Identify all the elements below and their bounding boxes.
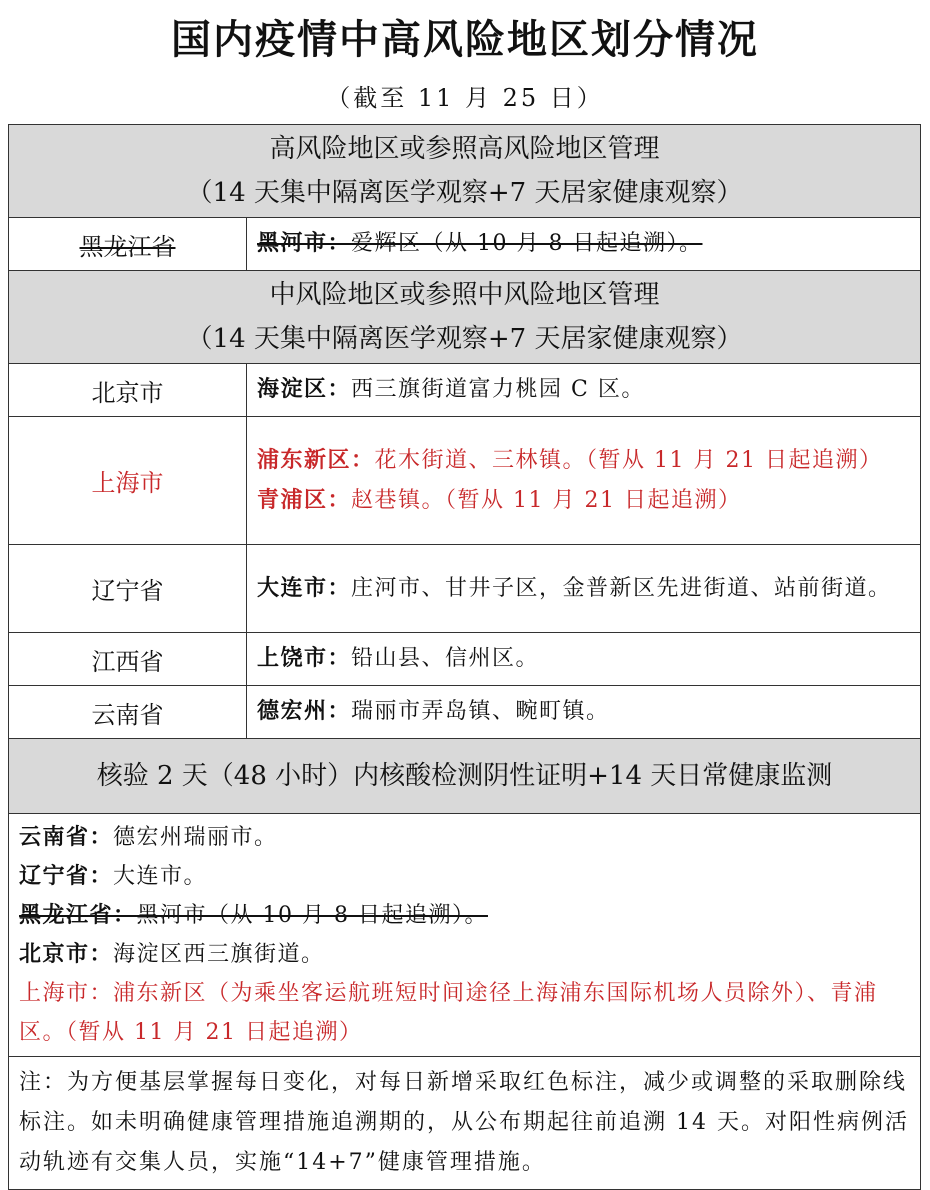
detail-cell	[247, 545, 921, 633]
province-cell: 黑龙江省	[9, 218, 247, 271]
area-text: 西三旗街道富力桃园 C 区。	[351, 377, 645, 402]
detail-cell	[247, 686, 921, 739]
area-text: 庄河市、甘井子区，金普新区先进街道、站前街道。	[351, 575, 892, 601]
province-label: 北京市：	[19, 942, 114, 967]
province-label: 黑龙江省：	[19, 903, 137, 928]
city-label: 大连市：	[257, 575, 352, 601]
page-subtitle: （截至 11 月 25 日）	[326, 84, 604, 112]
detail-cell	[247, 218, 921, 271]
medium-risk-heading: 中风险地区或参照中风险地区管理	[269, 280, 660, 310]
province-cell: 北京市	[9, 364, 247, 417]
list-item	[19, 896, 912, 935]
area-text: 花木街道、三林镇。（暂从 11 月 21 日起追溯）	[374, 447, 883, 473]
high-risk-header	[9, 125, 921, 218]
province-label: 云南省：	[19, 825, 114, 850]
list-text: 海淀区西三旗街道。	[113, 942, 325, 967]
province-cell: 江西省	[9, 633, 247, 686]
detail-cell	[247, 633, 921, 686]
city-label: 海淀区：	[257, 377, 352, 402]
note-text: 注：为方便基层掌握每日变化，对每日新增采取红色标注，减少或调整的采取删除线标注。如未明确健康管理措施追溯期的，从公布期起往前追溯 14 天。对阳性病例活动轨迹有交集人员，实施“14+7”健康管理措施。	[9, 1057, 921, 1190]
detail-cell	[247, 364, 921, 417]
medium-risk-header	[9, 271, 921, 364]
area-text: 爱辉区（从 10 月 8 日起追溯）。	[351, 231, 703, 256]
area-text: 赵巷镇。（暂从 11 月 21 日起追溯）	[351, 487, 742, 513]
table-row	[9, 417, 921, 545]
list-text: 黑河市（从 10 月 8 日起追溯）。	[136, 903, 488, 928]
high-risk-subheading: （14 天集中隔离医学观察+7 天居家健康观察）	[186, 178, 743, 208]
list-text: 浦东新区（为乘坐客运航班短时间途径上海浦东国际机场人员除外）、青浦区。（暂从 11 月 21 日起追溯）	[19, 981, 878, 1045]
page-title: 国内疫情中高风险地区划分情况	[171, 17, 759, 63]
table-row	[9, 545, 921, 633]
province-cell: 云南省	[9, 686, 247, 739]
nucleic-heading: 核验 2 天（48 小时）内核酸检测阴性证明+14 天日常健康监测	[9, 739, 921, 814]
high-risk-heading: 高风险地区或参照高风险地区管理	[269, 134, 660, 164]
list-item	[19, 935, 912, 974]
table-row	[9, 364, 921, 417]
table-row	[9, 633, 921, 686]
nucleic-list	[9, 814, 921, 1057]
note-row	[9, 1057, 921, 1190]
list-item	[19, 857, 912, 896]
province-cell: 辽宁省	[9, 545, 247, 633]
city-label: 浦东新区：	[257, 447, 375, 473]
area-text: 瑞丽市弄岛镇、畹町镇。	[351, 699, 610, 724]
risk-table	[8, 124, 921, 1190]
province-cell: 上海市	[9, 417, 247, 545]
detail-cell	[247, 417, 921, 545]
city-label: 德宏州：	[257, 699, 352, 724]
area-text: 铅山县、信州区。	[351, 646, 540, 671]
table-row	[9, 218, 921, 271]
nucleic-header	[9, 739, 921, 814]
list-text: 德宏州瑞丽市。	[113, 825, 278, 850]
province-label: 辽宁省：	[19, 864, 114, 889]
medium-risk-subheading: （14 天集中隔离医学观察+7 天居家健康观察）	[186, 324, 743, 354]
detail-entry	[257, 481, 912, 521]
city-label: 上饶市：	[257, 646, 352, 671]
list-item	[19, 974, 912, 1052]
list-item	[19, 818, 912, 857]
city-label: 青浦区：	[257, 487, 352, 513]
province-label: 上海市：	[19, 981, 114, 1006]
table-row	[9, 686, 921, 739]
nucleic-list-row	[9, 814, 921, 1057]
list-text: 大连市。	[113, 864, 208, 889]
city-label: 黑河市：	[257, 231, 352, 256]
detail-entry	[257, 441, 912, 481]
